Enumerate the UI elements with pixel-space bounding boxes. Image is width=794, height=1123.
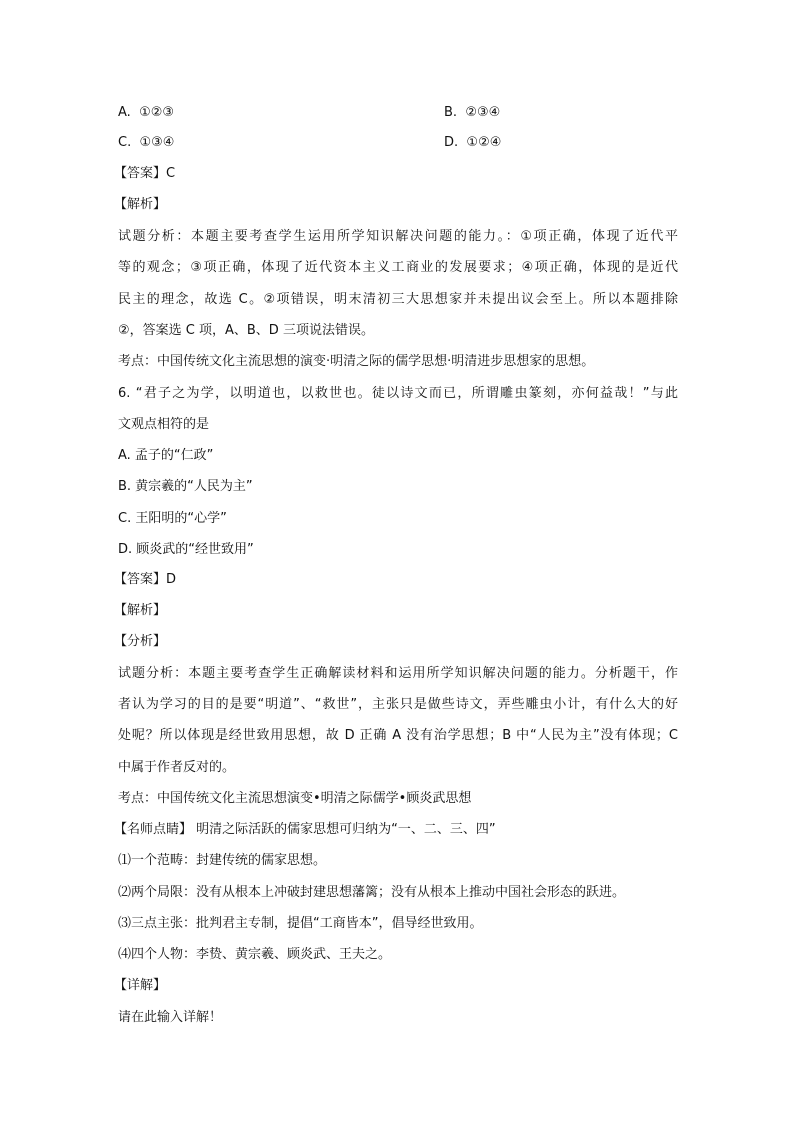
q6-mingshi — [114, 821, 674, 839]
q6-answer — [114, 571, 674, 589]
q6-option-b: B. 黄宗羲的“人民为主” — [118, 479, 253, 494]
option-letter: A. — [118, 105, 131, 120]
q6-stem-line-2: 文观点相符的是 — [118, 417, 210, 432]
option-text: ②③④ — [465, 105, 501, 120]
option-text: ①②③ — [139, 105, 175, 120]
q6-analysis-label: 【解析】 — [114, 603, 167, 618]
answer-label: 【答案】 — [114, 572, 167, 587]
option-text: ①③④ — [139, 135, 175, 150]
option-letter: D. — [444, 135, 459, 150]
q5-kaodian: 考点：中国传统文化主流思想的演变·明清之际的儒学思想·明清进步思想家的思想。 — [118, 354, 595, 369]
q6-point-4: ⑷四个人物：李贽、黄宗羲、顾炎武、王夫之。 — [118, 947, 392, 962]
q6-analysis-line-4: 中属于作者反对的。 — [118, 760, 236, 775]
q6-option-d: D. 顾炎武的“经世致用” — [118, 542, 254, 557]
q6-analysis-line-1: 试题分析：本题主要考查学生正确解读材料和运用所学知识解决问题的能力。分析题干，作 — [118, 666, 678, 681]
q6-point-1: ⑴一个范畴：封建传统的儒家思想。 — [118, 853, 327, 868]
q5-analysis-line-3: 民主的理念，故选 C。②项错误，明末清初三大思想家并未提出议会至上。所以本题排除 — [118, 292, 678, 307]
answer-value: D — [166, 572, 177, 587]
q5-analysis-line-4: ②，答案选 C 项，A、B、D 三项说法错误。 — [118, 323, 374, 338]
option-letter: C. — [118, 135, 132, 150]
q6-fenxi-label: 【分析】 — [114, 634, 167, 649]
option-text: ①②④ — [466, 135, 502, 150]
answer-label: 【答案】 — [114, 166, 167, 181]
mingshi-label: 【名师点睛】 — [114, 822, 193, 837]
mingshi-text: 明清之际活跃的儒家思想可归纳为“一、二、三、四” — [196, 822, 496, 837]
q6-analysis-line-3: 处呢？所以体现是经世致用思想，故 D 正确 A 没有治学思想；B 中“人民为主”没有体现；C — [118, 728, 678, 743]
option-a — [118, 104, 174, 122]
option-b — [444, 104, 500, 122]
q6-analysis-line-2: 者认为学习的目的是要“明道”、“救世”，主张只是做些诗文，弄些雕虫小计，有什么大的好 — [118, 697, 678, 712]
q6-stem-line-1: 6. “君子之为学，以明道也，以救世也。徒以诗文而已，所谓雕虫篆刻，亦何益哉！”与此 — [118, 386, 678, 401]
option-c — [118, 134, 174, 152]
q5-analysis-label: 【解析】 — [114, 197, 167, 212]
q5-analysis-line-2: 等的观念；③项正确，体现了近代资本主义工商业的发展要求；④项正确，体现的是近代 — [118, 260, 678, 275]
q5-analysis-line-1: 试题分析：本题主要考查学生运用所学知识解决问题的能力。：①项正确，体现了近代平 — [118, 229, 678, 244]
option-letter: B. — [444, 105, 458, 120]
q6-option-a: A. 孟子的“仁政” — [118, 448, 214, 463]
answer-value: C — [166, 166, 176, 181]
q6-detail-text: 请在此输入详解！ — [118, 1010, 223, 1025]
q6-point-3: ⑶三点主张：批判君主专制，提倡“工商皆本”，倡导经世致用。 — [118, 916, 483, 931]
q6-kaodian: 考点：中国传统文化主流思想演变•明清之际儒学•顾炎武思想 — [118, 791, 472, 806]
q6-option-c: C. 王阳明的“心学” — [118, 511, 227, 526]
q6-point-2: ⑵两个局限：没有从根本上冲破封建思想藩篱；没有从根本上推动中国社会形态的跃进。 — [118, 885, 626, 900]
option-d — [444, 134, 501, 152]
q6-detail-label: 【详解】 — [114, 978, 167, 993]
q5-answer — [114, 165, 674, 183]
